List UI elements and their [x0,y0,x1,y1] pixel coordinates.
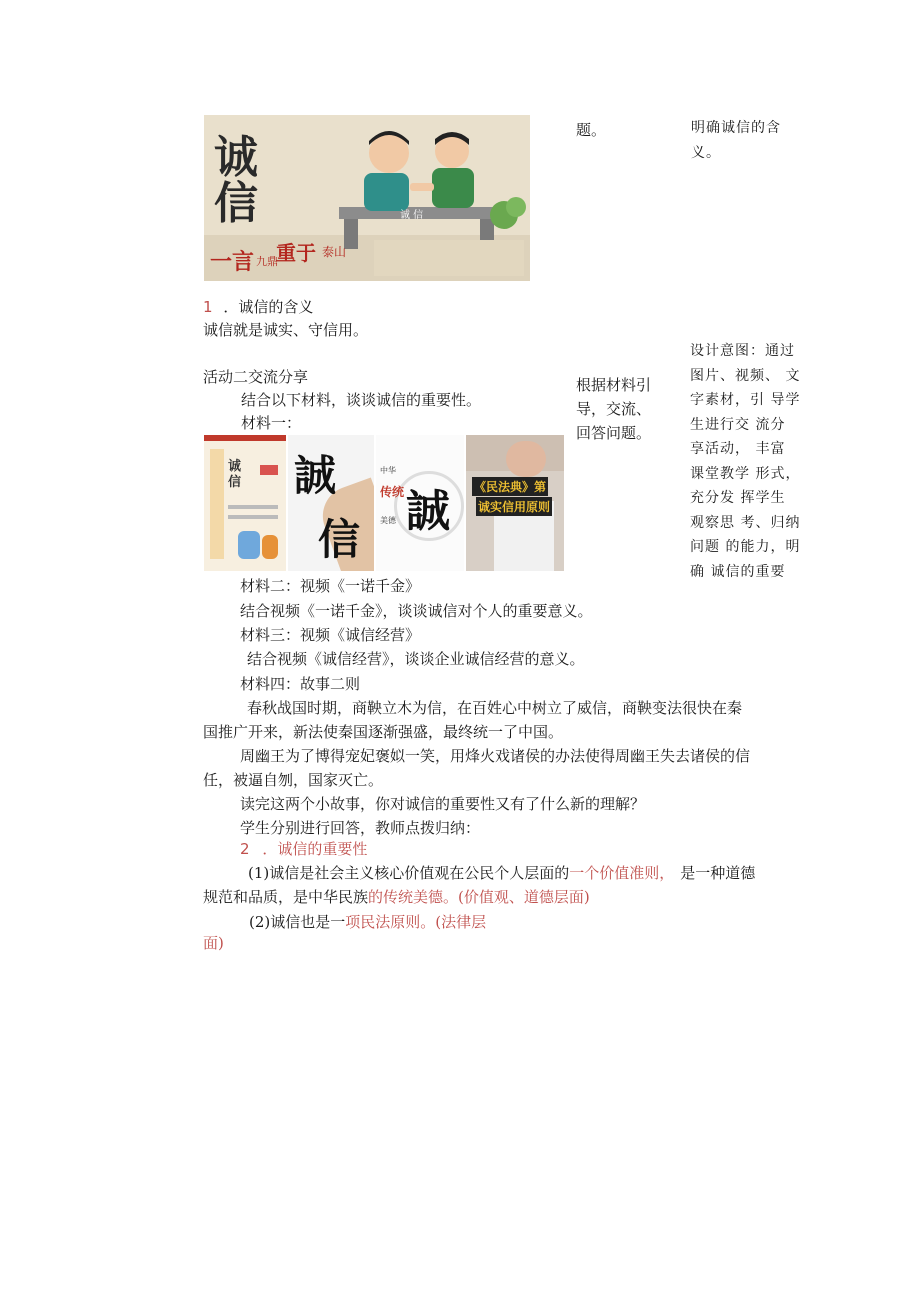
design-intent-line: 图片、视频、 文 [690,367,801,384]
material2-prompt: 结合视频《一诺千金》，谈谈诚信对个人的重要意义。 [240,602,593,620]
design-intent-line: 确 诚信的重要 [690,563,786,580]
cartoon-bridge-text: 诚 信 [400,210,424,221]
handwriting-char-2: 信 [318,515,361,564]
material1-civil-code-video-image [466,435,564,571]
integrity-cartoon-image [204,115,530,281]
col2-mid-text [576,373,651,445]
calligraphy-small-1: 中华 [380,466,396,475]
design-intent-line: 问题 的能力，明 [690,539,801,555]
story2-line1: 周幽王为了博得宠妃褒姒一笑，用烽火戏诸侯的办法使得周幽王失去诸侯的信 [240,747,751,765]
story2-line2: 任，被逼自刎，国家灭亡。 [203,771,384,789]
design-intent [690,339,800,584]
col2-top-text: 题。 [576,121,607,139]
col3-top-line: 义。 [691,145,721,161]
col3-top-line: 明确诚信的含 [691,120,781,136]
reflection-question: 读完这两个小故事，你对诚信的重要性又有了什么新的理解？ [240,795,646,813]
section2-title: ．诚信的重要性 [262,840,368,858]
material1-calligraphy-image [376,435,464,571]
calligraphy-small-3: 美德 [380,516,396,525]
section1-title: ．诚信的含义 [223,298,314,316]
design-intent-line: 观察思 考、归纳 [690,514,801,531]
point2-red-cont: 面) [203,934,224,952]
summary-intro: 学生分别进行回答，教师点拨归纳： [240,819,481,837]
point1-line2 [203,886,590,908]
section1-body: 诚信就是诚实、守信用。 [203,321,369,339]
design-intent-line: 充分发 挥学生 [690,490,786,506]
video-caption-line1: 《民法典》第 [472,477,548,496]
section2-heading [240,838,367,860]
calligraphy-big-char: 誠 [406,486,450,537]
design-intent-line: 课堂教学 形式， [690,465,801,482]
section1-number: 1 [203,298,213,316]
point2-line1 [249,911,486,933]
point2-label: (2)诚信也是一 [249,913,346,931]
point1-line1 [248,862,755,884]
point1-mid: 是一种道德 [680,864,756,882]
material3-label: 材料三：视频《诚信经营》 [240,626,421,644]
cartoon-slogan-mid: 重于 [276,241,316,265]
activity-title: 活动二交流分享 [203,368,309,386]
point1-red-2: 的传统美德。(价值观、道德层面) [368,888,590,906]
cartoon-slogan-small: 九鼎 [256,255,278,268]
material1-label: 材料一： [241,414,302,432]
material2-label: 材料二：视频《一诺千金》 [240,577,421,595]
section2-number: 2 [240,840,250,858]
point2-red: 项民法原则。(法律层 [345,913,487,931]
design-intent-line: 享活动， 丰富 [690,441,786,457]
material1-handwriting-image [288,435,374,571]
poster-title: 诚信 [228,459,242,490]
col2-mid-line: 回答问题。 [576,424,652,442]
story1-line1: 春秋战国时期，商鞅立木为信，在百姓心中树立了威信，商鞅变法很快在秦 [247,699,743,717]
material3-prompt: 结合视频《诚信经营》，谈谈企业诚信经营的意义。 [247,650,585,668]
cartoon-slogan-left: 一言 [210,249,255,275]
design-intent-line: 生进行交 流分 [690,416,786,433]
point1-red-1: 一个价值准则， [569,864,675,882]
cartoon-big-title: 诚信 [214,132,260,229]
material1-poster-image [204,435,286,571]
cartoon-slogan-right: 泰山 [322,245,347,259]
video-caption-line2: 诚实信用原则 [476,497,552,516]
point1-label: (1)诚信是社会主义核心价值观在公民个人层面的 [248,864,570,882]
design-intent-line: 字素材，引 导学 [690,392,801,408]
col3-top-text [691,116,781,166]
story1-line2: 国推广开来，新法使秦国逐渐强盛，最终统一了中国。 [203,723,564,741]
design-intent-line: 设计意图：通过 [690,343,795,359]
material4-label: 材料四：故事二则 [240,675,361,693]
handwriting-char-1: 誠 [294,451,337,500]
section1-heading [203,296,313,318]
point1-line2a: 规范和品质，是中华民族 [203,888,369,906]
activity-prompt: 结合以下材料，谈谈诚信的重要性。 [241,391,482,409]
col2-mid-line: 导，交流、 [576,400,652,418]
col2-mid-line: 根据材料引 [576,376,652,394]
calligraphy-small-2: 传统 [380,485,405,499]
